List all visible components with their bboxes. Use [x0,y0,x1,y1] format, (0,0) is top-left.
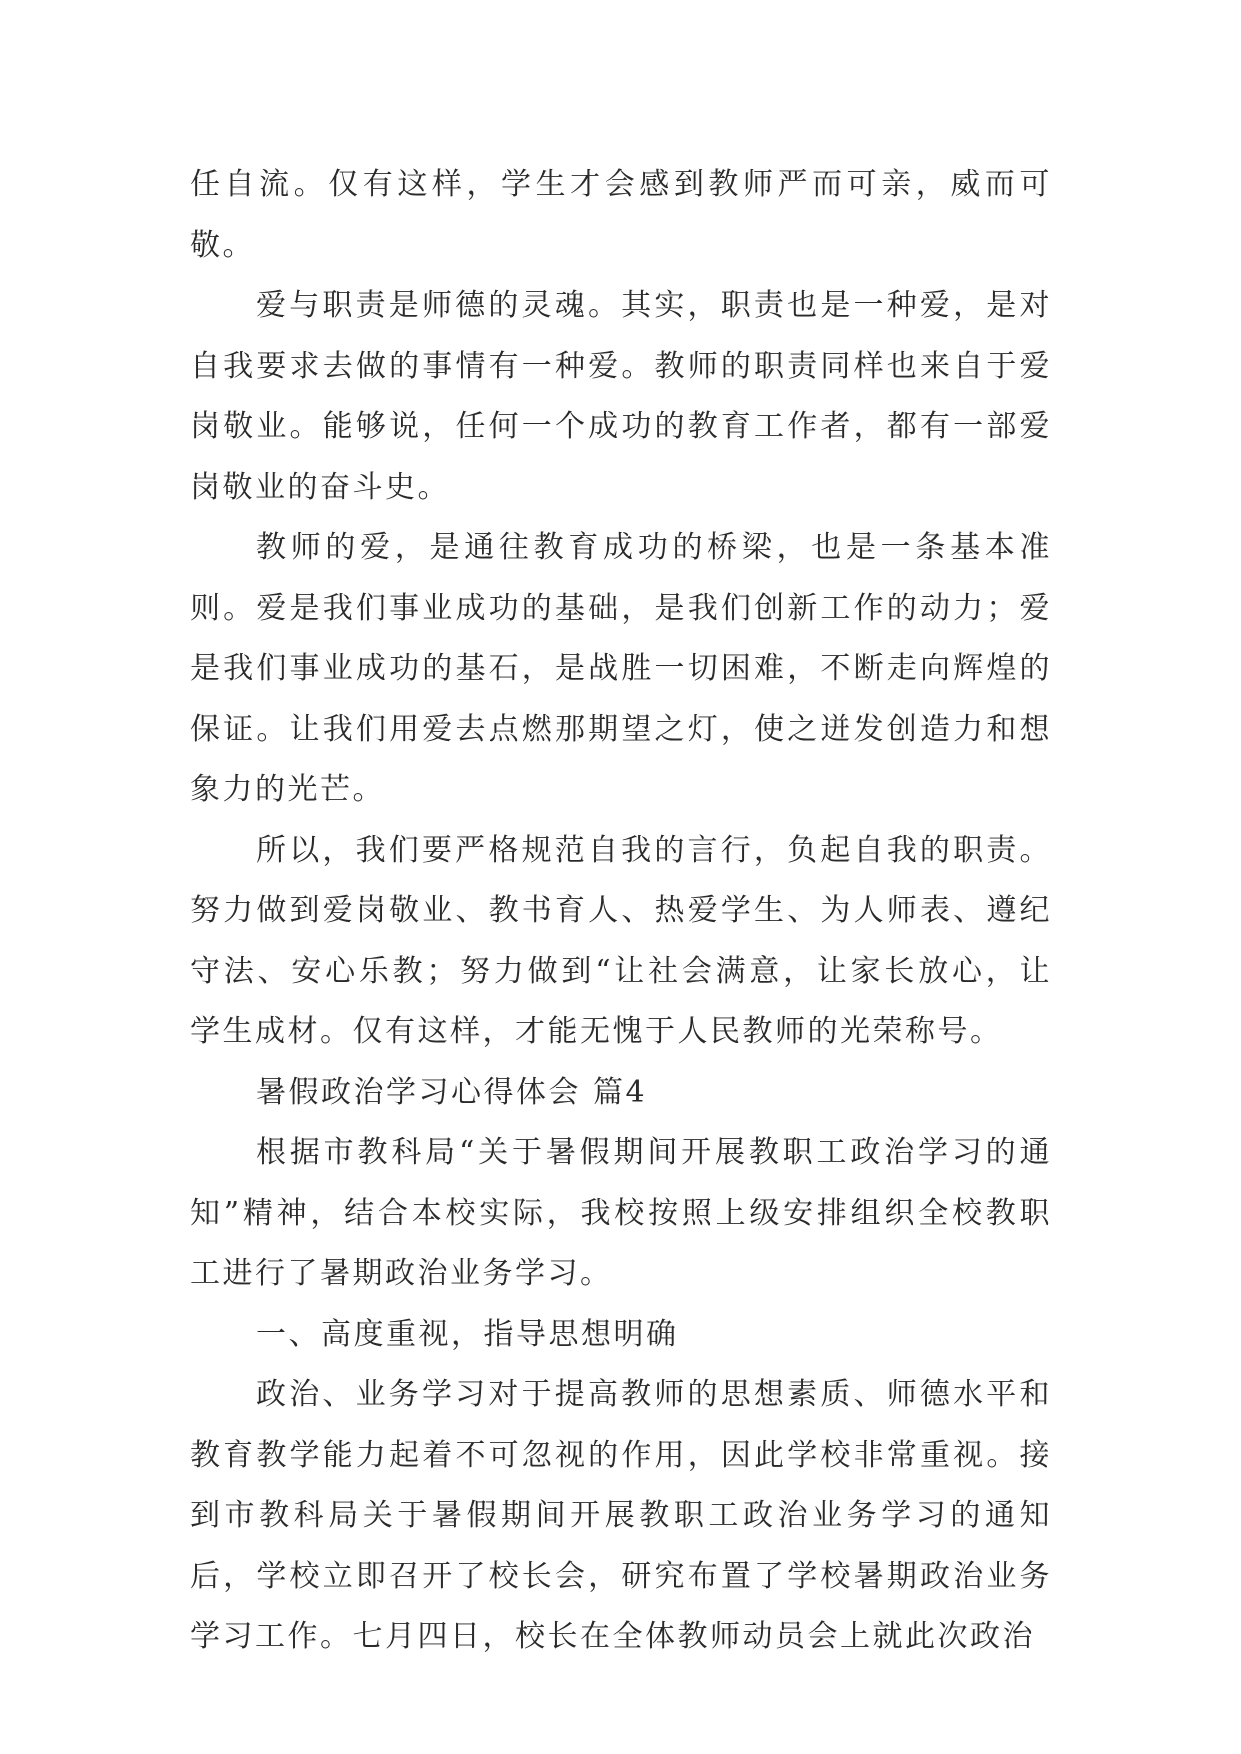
paragraph-4: 所以，我们要严格规范自我的言行，负起自我的职责。努力做到爱岗敬业、教书育人、热爱学生、为人师表、遵纪守法、安心乐教；努力做到“让社会满意，让家长放心，让学生成材。仅有这样，才能无愧于人民教师的光荣称号。 [190,832,1052,1049]
document-body [190,155,1052,1668]
paragraph-1: 任自流。仅有这样，学生才会感到教师严而可亲，威而可敬。 [190,167,1052,263]
paragraph-3: 教师的爱，是通往教育成功的桥梁，也是一条基本准则。爱是我们事业成功的基础，是我们创新工作的动力；爱是我们事业成功的基石，是战胜一切困难，不断走向辉煌的保证。让我们用爱去点燃那期望之灯，使之迸发创造力和想象力的光芒。 [190,530,1052,807]
paragraph-5: 根据市教科局“关于暑假期间开展教职工政治学习的通知”精神，结合本校实际，我校按照上级安排组织全校教职工进行了暑期政治业务学习。 [190,1135,1052,1291]
subheading-1: 一、高度重视，指导思想明确 [256,1316,679,1352]
paragraph-2: 爱与职责是师德的灵魂。其实，职责也是一种爱，是对自我要求去做的事情有一种爱。教师的职责同样也来自于爱岗敬业。能够说，任何一个成功的教育工作者，都有一部爱岗敬业的奋斗史。 [190,288,1052,505]
paragraph-6: 政治、业务学习对于提高教师的思想素质、师德水平和教育教学能力起着不可忽视的作用，因此学校非常重视。接到市教科局关于暑假期间开展教职工政治业务学习的通知后，学校立即召开了校长会，研究布置了学校暑期政治业务学习工作。七月四日，校长在全体教师动员会上就此次政治 [190,1377,1052,1654]
section-heading-article-4: 暑假政治学习心得体会 篇4 [256,1074,648,1110]
